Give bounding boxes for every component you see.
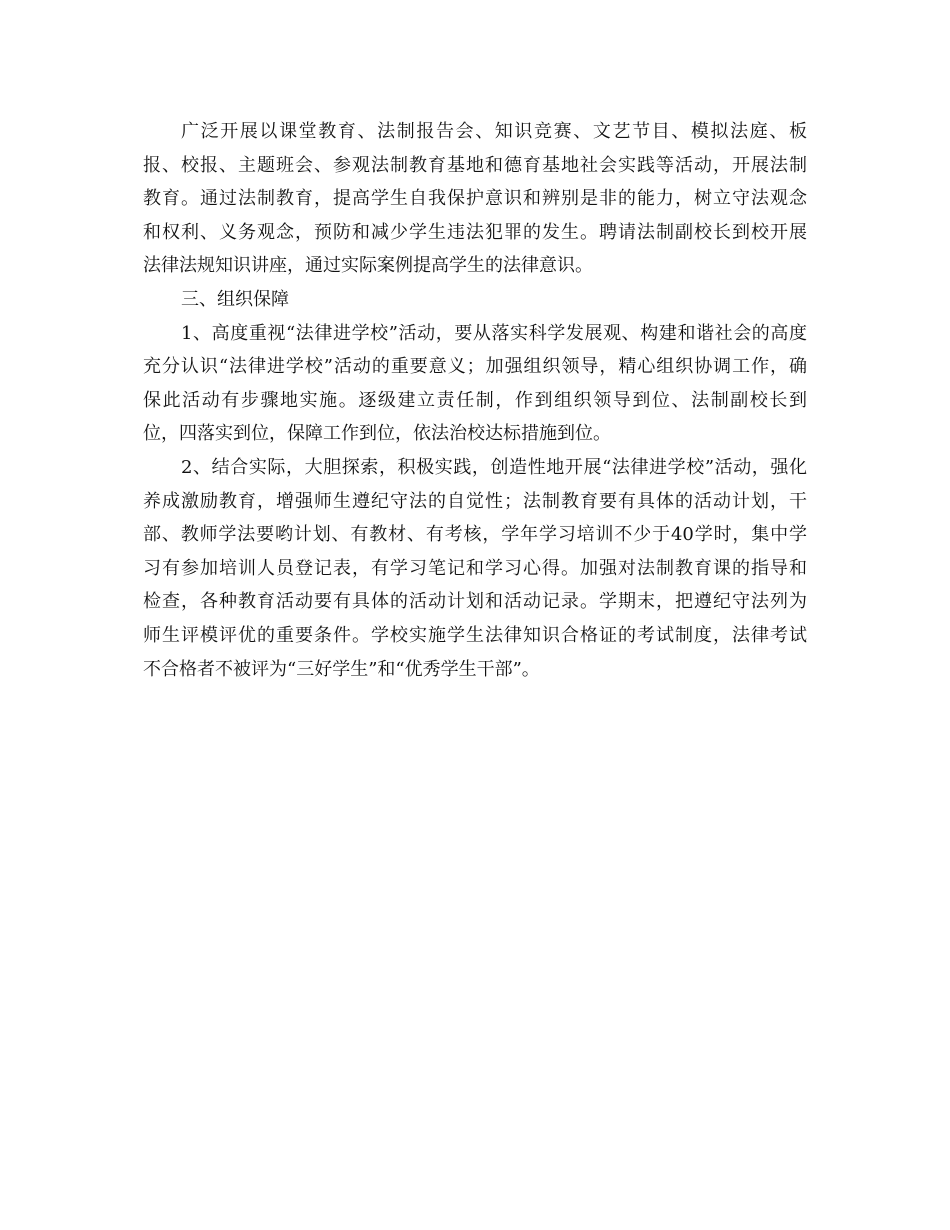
paragraph-intro [143, 115, 807, 283]
text-line: 习有参加培训人员登记表，有学习笔记和学习心得。加强对法制教育课的指导和 [143, 557, 807, 579]
text-line: 养成激励教育，增强师生遵纪守法的自觉性；法制教育要有具体的活动计划，干 [143, 490, 807, 512]
text-line: 师生评模评优的重要条件。学校实施学生法律知识合格证的考试制度，法律考试 [143, 624, 807, 646]
text-line: 报、校报、主题班会、参观法制教育基地和德育基地社会实践等活动，开展法制 [143, 154, 807, 176]
text-line: 2、结合实际，大胆探索，积极实践，创造性地开展“法律进学校”活动，强化 [181, 456, 807, 478]
text-line: 教育。通过法制教育，提高学生自我保护意识和辨别是非的能力，树立守法观念 [143, 188, 807, 210]
text-line: 广泛开展以课堂教育、法制报告会、知识竞赛、文艺节目、模拟法庭、板 [181, 121, 807, 142]
paragraph-item-1 [143, 317, 807, 451]
section-heading [143, 283, 807, 317]
text-line: 检查，各种教育活动要有具体的活动计划和活动记录。学期末，把遵纪守法列为 [143, 591, 807, 613]
text-line: 1、高度重视“法律进学校”活动，要从落实科学发展观、构建和谐社会的高度 [181, 322, 807, 344]
text-line: 部、教师学法要哟计划、有教材、有考核，学年学习培训不少于40学时，集中学 [143, 524, 807, 546]
text-line: 和权利、义务观念，预防和减少学生违法犯罪的发生。聘请法制副校长到校开展 [143, 221, 807, 243]
section-heading-text: 三、组织保障 [181, 288, 289, 310]
text-line: 保此活动有步骤地实施。逐级建立责任制，作到组织领导到位、法制副校长到 [143, 389, 807, 411]
text-line: 不合格者不被评为“三好学生”和“优秀学生干部”。 [143, 658, 540, 680]
paragraph-item-2 [143, 451, 807, 686]
text-line: 充分认识“法律进学校”活动的重要意义；加强组织领导，精心组织协调工作，确 [143, 356, 807, 378]
text-line: 法律法规知识讲座，通过实际案例提高学生的法律意识。 [143, 255, 593, 277]
document-body [143, 115, 807, 686]
text-line: 位，四落实到位，保障工作到位，依法治校达标措施到位。 [143, 423, 611, 445]
